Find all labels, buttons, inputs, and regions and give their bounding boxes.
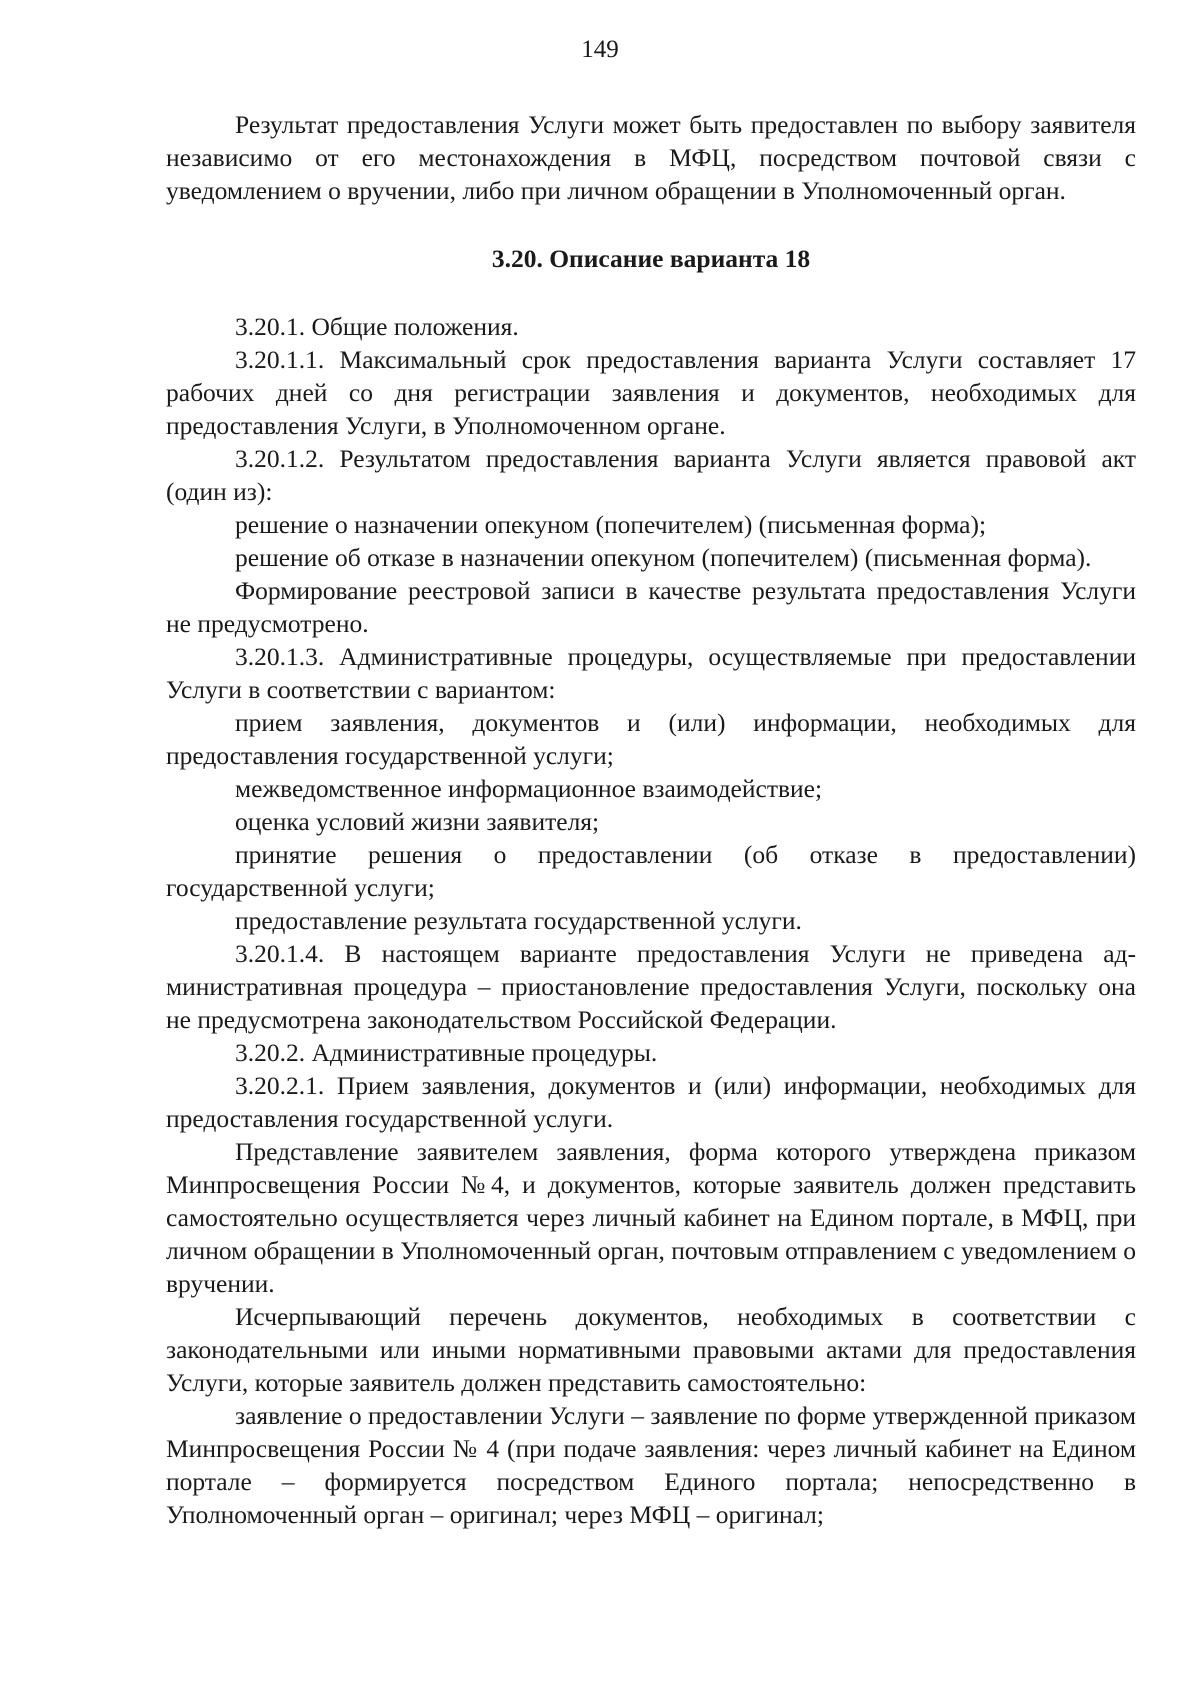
paragraph-max-term: 3.20.1.1. Максимальный срок предоставления варианта Услуги составляет 17 рабочих дней со дня регистрации заявления и документов, необходимых для предоставления Услуги, в Уполномоченном органе. [166,345,1136,440]
paragraph-result-appointment: решение о назначении опекуном (попечителем) (письменная форма); [235,510,987,539]
paragraph-procedure-decision: принятие решения о предоставлении (об отказе в предоставлении) государственной услуги; [166,840,1136,902]
page-number: 149 [581,36,619,63]
paragraph-procedure-delivery: предоставление результата государственной услуги. [235,906,802,935]
paragraph-no-suspension: 3.20.1.4. В настоящем варианте предоставления Услуги не приведена административная процедура – приостановление предоставления Услуги, поскольку она не предусмотрена законодательством Российской Федерации. [166,939,1136,1034]
paragraph-procedure-interagency: межведомственное информационное взаимодействие; [235,774,823,803]
paragraph-reception-heading: 3.20.2.1. Прием заявления, документов и (или) информации, необходимых для предоставления государственной услуги. [166,1071,1136,1133]
paragraph-result-refusal: решение об отказе в назначении опекуном (попечителем) (письменная форма). [235,543,1092,572]
paragraph-registry-record: Формирование реестровой записи в качестве результата предоставления Услуги не предусмотрено. [166,576,1136,638]
document-body [166,108,1136,1531]
intro-paragraph: Результат предоставления Услуги может быть предоставлен по выбору заявителя независимо от его местонахождения в МФЦ, посредством почтовой связи с уведомлением о вручении, либо при личном обращении в Уполномоченный орган. [166,110,1136,205]
paragraph-general-provisions: 3.20.1. Общие положения. [235,312,519,341]
paragraph-procedure-assessment: оценка условий жизни заявителя; [235,807,600,836]
paragraph-procedure-reception: прием заявления, документов и (или) информации, необходимых для предоставления государственной услуги; [166,708,1136,770]
paragraph-admin-procedures-list: 3.20.1.3. Административные процедуры, осуществляемые при предоставлении Услуги в соответствии с вариантом: [166,642,1136,704]
paragraph-submission: Представление заявителем заявления, форма которого утверждена приказом Минпросвещения России №4, и документов, которые заявитель должен представить самостоятельно осуществляется через личный кабинет на Едином портале, в МФЦ, при личном обращении в Уполномоченный орган, почтовым отправлением с уведомлением о вручении. [166,1137,1136,1298]
paragraph-documents-list: Исчерпывающий перечень документов, необходимых в соответствии с законодательными или иными нормативными правовыми актами для предоставления Услуги, которые заявитель должен представить самостоятельно: [166,1302,1136,1397]
paragraph-admin-procedures: 3.20.2. Административные процедуры. [235,1038,658,1067]
paragraph-result: 3.20.1.2. Результатом предоставления варианта Услуги является правовой акт (один из): [166,444,1136,506]
paragraph-application: заявление о предоставлении Услуги – заявление по форме утвержденной приказом Минпросвещения России № 4 (при подаче заявления: через личный кабинет на Едином портале – формируется посредством Единого портала; непосредственно в Уполномоченный орган – оригинал; через МФЦ – оригинал; [166,1401,1136,1529]
section-title: 3.20. Описание варианта 18 [491,244,811,273]
